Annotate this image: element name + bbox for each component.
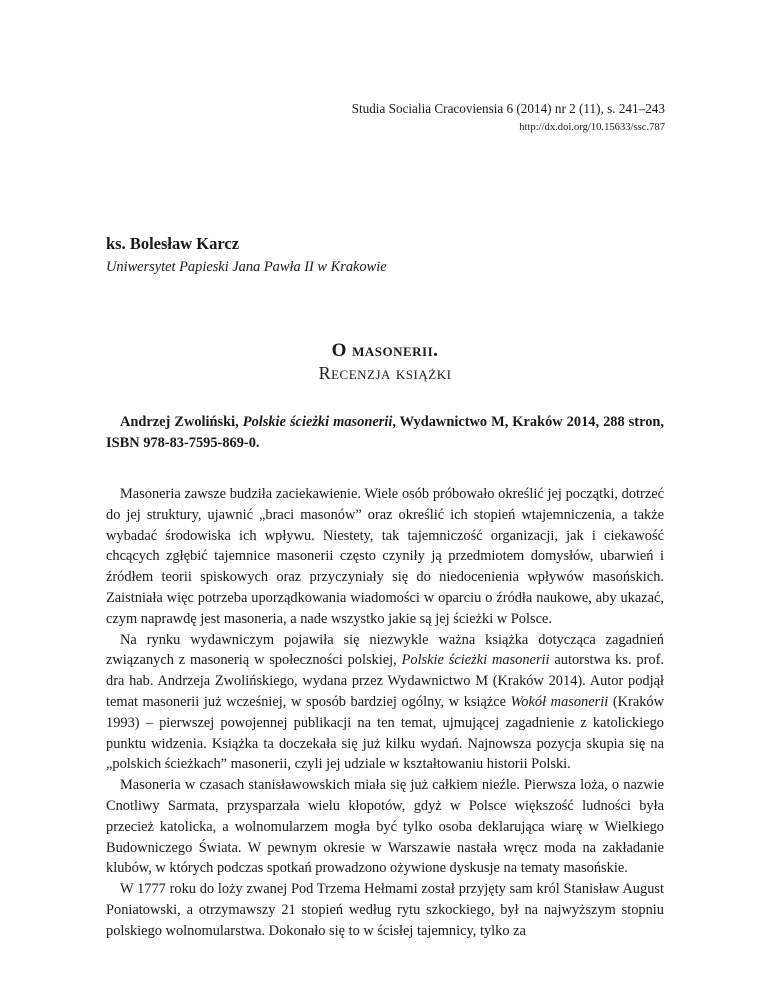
book-author: Andrzej Zwoliński, (120, 414, 239, 430)
paragraph-4: W 1777 roku do loży zwanej Pod Trzema Hełmami został przyjęty sam król Stanisław August Poniatowski, a otrzymawszy 21 stopień według rytu szkockiego, był na najwyższym stopniu polskiego wolnomularstwa. Dokonało się to w ścisłej tajemnicy, tylko za (106, 881, 664, 939)
paragraph-2-book-title: Polskie ścieżki masonerii (401, 652, 550, 669)
author-affiliation: Uniwersytet Papieski Jana Pawła II w Krakowie (106, 259, 387, 275)
title-subtitle: Recenzja książki (318, 363, 452, 383)
author-name: ks. Bolesław Karcz (106, 234, 240, 253)
review-body (106, 484, 664, 942)
paragraph-2-text-a: Na rynku wydawniczym pojawiła się niezwykle ważna książka dotycząca zagadnień związanych z masonerią w społeczności polskiej, (106, 631, 664, 669)
paragraph-2-text-c: (Kraków 1993) – pierwszej powojennej publikacji na ten temat, ujmującej zagadnienie z katolickiego punktu widzenia. Książka ta doczekała się już kilku wydań. Najnowsza pozycja skupia się na „polskich ścieżkach” masonerii, czyli jej udziale w kształtowaniu historii Polski. (106, 693, 664, 773)
doi-link[interactable]: http://dx.doi.org/10.15633/ssc.787 (519, 122, 665, 133)
journal-citation: Studia Socialia Cracoviensia 6 (2014) nr 2 (11), s. 241–243 (351, 101, 665, 116)
paragraph-2 (106, 630, 664, 776)
paragraph-3: Masoneria w czasach stanisławowskich miała się już całkiem nieźle. Pierwsza loża, o nazwie Cnotliwy Sarmata, przysparzała wielu kłopotów, gdyż w Polsce większość ludności była przecież katolicka, a wolnomularzem mogła być tylko osoba deklarująca wiarę w Wielkiego Budowniczego Świata. W pewnym okresie w Warszawie nastała wręcz moda na zakładanie klubów, w których podczas spotkań prowadzono ożywione dyskusje na tematy masońskie. (106, 777, 664, 877)
book-title: Polskie ścieżki masonerii (242, 414, 393, 430)
paragraph-2-text-b: autorstwa ks. prof. dra hab. Andrzeja Zwolińskiego, wydana przez Wydawnictwo M (Kraków 2014). Autor podjął temat masonerii już wcześniej, w sposób bardziej ogólny, w książce (106, 652, 664, 710)
title-main: O masonerii. (331, 340, 439, 361)
book-reference (106, 412, 664, 454)
paragraph-1: Masoneria zawsze budziła zaciekawienie. Wiele osób próbowało określić jej początki, dotrzeć do jej struktury, ujawnić „braci masonów” oraz określić ich stopień wtajemniczenia, a także wybadać środowiska ich wpływu. Niestety, tak tajemniczość organizacji, jak i ciekawość chcących zgłębić tajemnice masonerii często czyniły ją przedmiotem domysłów, ubarwień i źródłem teorii spiskowych oraz przyczyniały się do niedocenienia wpływów masońskich. Zaistniała więc potrzeba uporządkowania wiadomości w oparciu o źródła naukowe, aby ukazać, czym naprawdę jest masoneria, a nade wszystko jakie są jej ścieżki w Polsce. (106, 486, 664, 627)
article-title (106, 340, 664, 384)
paragraph-2-earlier-book-title: Wokół masonerii (510, 693, 609, 710)
book-details: , Wydawnictwo M, Kraków 2014, 288 stron, ISBN 978-83-7595-869-0. (106, 414, 664, 451)
